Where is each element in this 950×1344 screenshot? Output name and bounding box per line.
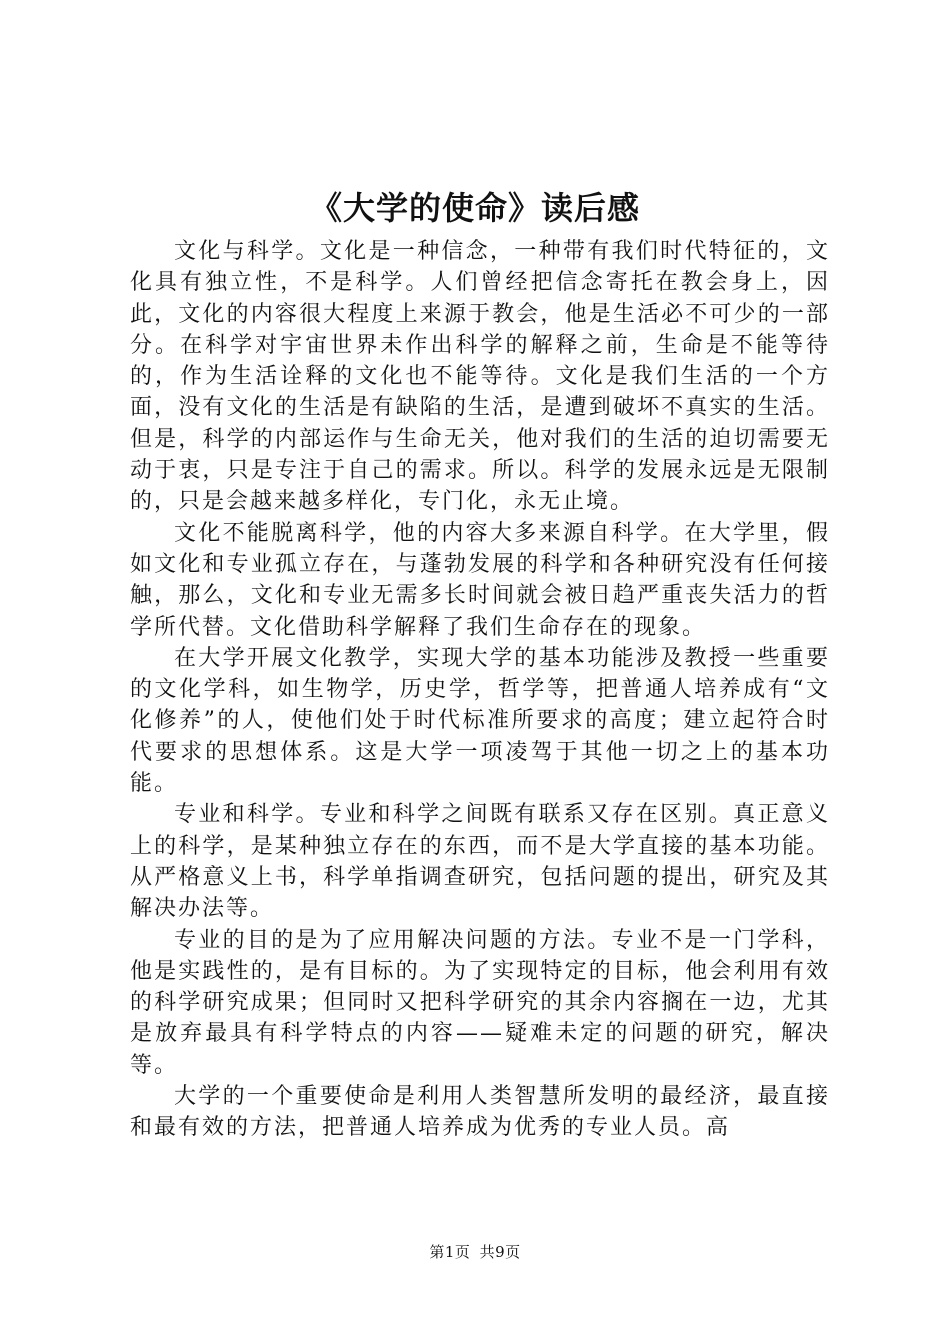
paragraph: 文化与科学。文化是一种信念，一种带有我们时代特征的，文化具有独立性，不是科学。人们曾经把信念寄托在教会身上，因此，文化的内容很大程度上来源于教会，他是生活必不可少的一部分。在科学对宇宙世界未作出科学的解释之前，生命是不能等待的，作为生活诠释的文化也不能等待。文化是我们生活的一个方面，没有文化的生活是有缺陷的生活，是遭到破坏不真实的生活。但是，科学的内部运作与生命无关，他对我们的生活的迫切需要无动于衷，只是专注于自己的需求。所以。科学的发展永远是无限制的，只是会越来越多样化，专门化，永无止境。: [130, 239, 830, 515]
document-title: 《大学的使命》读后感: [309, 189, 640, 227]
paragraph: 专业的目的是为了应用解决问题的方法。专业不是一门学科，他是实践性的，是有目标的。为了实现特定的目标，他会利用有效的科学研究成果；但同时又把科学研究的其余内容搁在一边，尤其是放弃最具有科学特点的内容——疑难未定的问题的研究，解决等。: [130, 927, 830, 1078]
document-body: [130, 236, 830, 1144]
paragraph: 在大学开展文化教学，实现大学的基本功能涉及教授一些重要的文化学科，如生物学，历史学，哲学等，把普通人培养成有“文化修养”的人，使他们处于时代标准所要求的高度；建立起符合时代要求的思想体系。这是大学一项凌驾于其他一切之上的基本功能。: [130, 645, 830, 797]
paragraph: 大学的一个重要使命是利用人类智慧所发明的最经济，最直接和最有效的方法，把普通人培养成为优秀的专业人员。高: [130, 1084, 830, 1141]
page-total: 共9页: [479, 1243, 521, 1261]
page-footer: [0, 1242, 950, 1262]
page-number: 第1页: [429, 1243, 471, 1261]
paragraph: 文化不能脱离科学，他的内容大多来源自科学。在大学里，假如文化和专业孤立存在，与蓬勃发展的科学和各种研究没有任何接触，那么，文化和专业无需多长时间就会被日趋严重丧失活力的哲学所代替。文化借助科学解释了我们生命存在的现象。: [130, 520, 830, 640]
paragraph: 专业和科学。专业和科学之间既有联系又存在区别。真正意义上的科学，是某种独立存在的东西，而不是大学直接的基本功能。从严格意义上书，科学单指调查研究，包括问题的提出，研究及其解决办法等。: [130, 802, 830, 922]
